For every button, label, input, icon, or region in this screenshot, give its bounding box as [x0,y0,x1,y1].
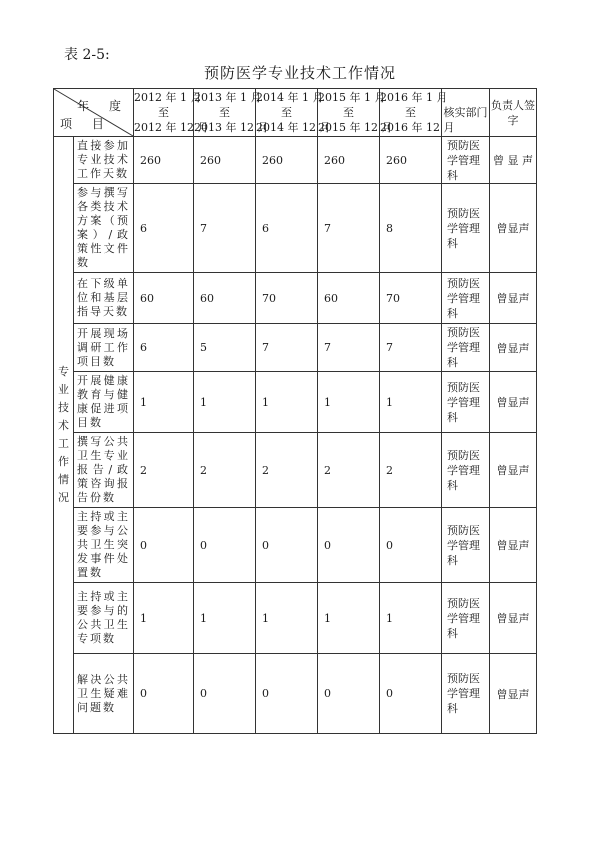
category-cell: 专 业 技 术 工 作 情 况 [54,137,74,734]
value-cell: 1 [256,583,318,654]
table-row [54,433,537,508]
year-header-2016: 2016 年 1 月 至 2016 年 12 月 [380,89,442,137]
table-row [54,654,537,734]
resp-cell: 曾显声 [490,273,537,324]
value-cell: 5 [194,324,256,372]
resp-cell: 曾显声 [490,433,537,508]
value-cell: 70 [256,273,318,324]
value-cell: 6 [256,184,318,273]
item-label: 直接参加专业技术工作天数 [74,137,134,184]
value-cell: 260 [318,137,380,184]
table-row [54,583,537,654]
value-cell: 2 [256,433,318,508]
value-cell: 60 [318,273,380,324]
dept-cell: 预防医学管理科 [442,583,490,654]
value-cell: 8 [380,184,442,273]
value-cell: 7 [318,184,380,273]
item-label: 开展现场调研工作项目数 [74,324,134,372]
value-cell: 1 [134,372,194,433]
resp-cell: 曾显声 [490,184,537,273]
table-row [54,508,537,583]
dept-cell: 预防医学管理科 [442,184,490,273]
dept-cell: 预防医学管理科 [442,273,490,324]
header-row [54,89,537,137]
value-cell: 1 [318,583,380,654]
value-cell: 2 [194,433,256,508]
dept-cell: 预防医学管理科 [442,324,490,372]
dept-cell: 预防医学管理科 [442,508,490,583]
value-cell: 1 [256,372,318,433]
item-label: 撰写公共卫生专业报告/政策咨询报告份数 [74,433,134,508]
value-cell: 260 [134,137,194,184]
value-cell: 260 [194,137,256,184]
value-cell: 6 [134,324,194,372]
page-title: 预防医学专业技术工作情况 [203,64,396,82]
dept-cell: 预防医学管理科 [442,372,490,433]
value-cell: 2 [318,433,380,508]
value-cell: 70 [380,273,442,324]
table-row [54,137,537,184]
value-cell: 6 [134,184,194,273]
dept-cell: 预防医学管理科 [442,433,490,508]
year-header-2012: 2012 年 1 月 至 2012 年 12 月 [134,89,194,137]
value-cell: 60 [194,273,256,324]
value-cell: 7 [318,324,380,372]
table-row [54,372,537,433]
value-cell: 7 [380,324,442,372]
value-cell: 260 [380,137,442,184]
value-cell: 1 [134,583,194,654]
resp-cell: 曾显声 [490,508,537,583]
item-label: 参与撰写各类技术方案（预案）/政策性文件数 [74,184,134,273]
corner-item-label: 项 目 [60,117,112,131]
item-label: 解决公共卫生疑难问题数 [74,654,134,734]
value-cell: 0 [380,654,442,734]
value-cell: 260 [256,137,318,184]
value-cell: 0 [318,654,380,734]
corner-year-label: 年 度 [77,99,129,113]
value-cell: 1 [380,372,442,433]
table-label: 表 2-5: [64,47,110,63]
item-label: 在下级单位和基层指导天数 [74,273,134,324]
item-label: 开展健康教育与健康促进项目数 [74,372,134,433]
value-cell: 0 [134,654,194,734]
table-row [54,324,537,372]
value-cell: 0 [134,508,194,583]
year-header-2013: 2013 年 1 月 至 2013 年 12 月 [194,89,256,137]
year-header-2015: 2015 年 1 月 至 2015 年 12 月 [318,89,380,137]
value-cell: 0 [380,508,442,583]
work-table [53,88,537,734]
dept-cell: 预防医学管理科 [442,654,490,734]
value-cell: 1 [194,372,256,433]
resp-cell: 曾显声 [490,372,537,433]
year-header-2014: 2014 年 1 月 至 2014 年 12 月 [256,89,318,137]
value-cell: 7 [256,324,318,372]
item-label: 主持或主要参与公共卫生突发事件处置数 [74,508,134,583]
item-label: 主持或主要参与的公共卫生专项数 [74,583,134,654]
value-cell: 2 [134,433,194,508]
resp-cell: 曾显声 [490,324,537,372]
resp-cell: 曾显声 [490,654,537,734]
value-cell: 0 [256,654,318,734]
value-cell: 0 [318,508,380,583]
corner-cell [54,89,134,137]
value-cell: 7 [194,184,256,273]
value-cell: 0 [256,508,318,583]
resp-cell: 曾 显 声 [490,137,537,184]
table-row [54,184,537,273]
resp-header: 负责人签字 [490,89,537,137]
value-cell: 0 [194,508,256,583]
value-cell: 0 [194,654,256,734]
value-cell: 60 [134,273,194,324]
dept-header: 核实部门 [442,89,490,137]
value-cell: 1 [194,583,256,654]
table-row [54,273,537,324]
dept-cell: 预防医学管理科 [442,137,490,184]
resp-cell: 曾显声 [490,583,537,654]
value-cell: 1 [318,372,380,433]
value-cell: 2 [380,433,442,508]
value-cell: 1 [380,583,442,654]
